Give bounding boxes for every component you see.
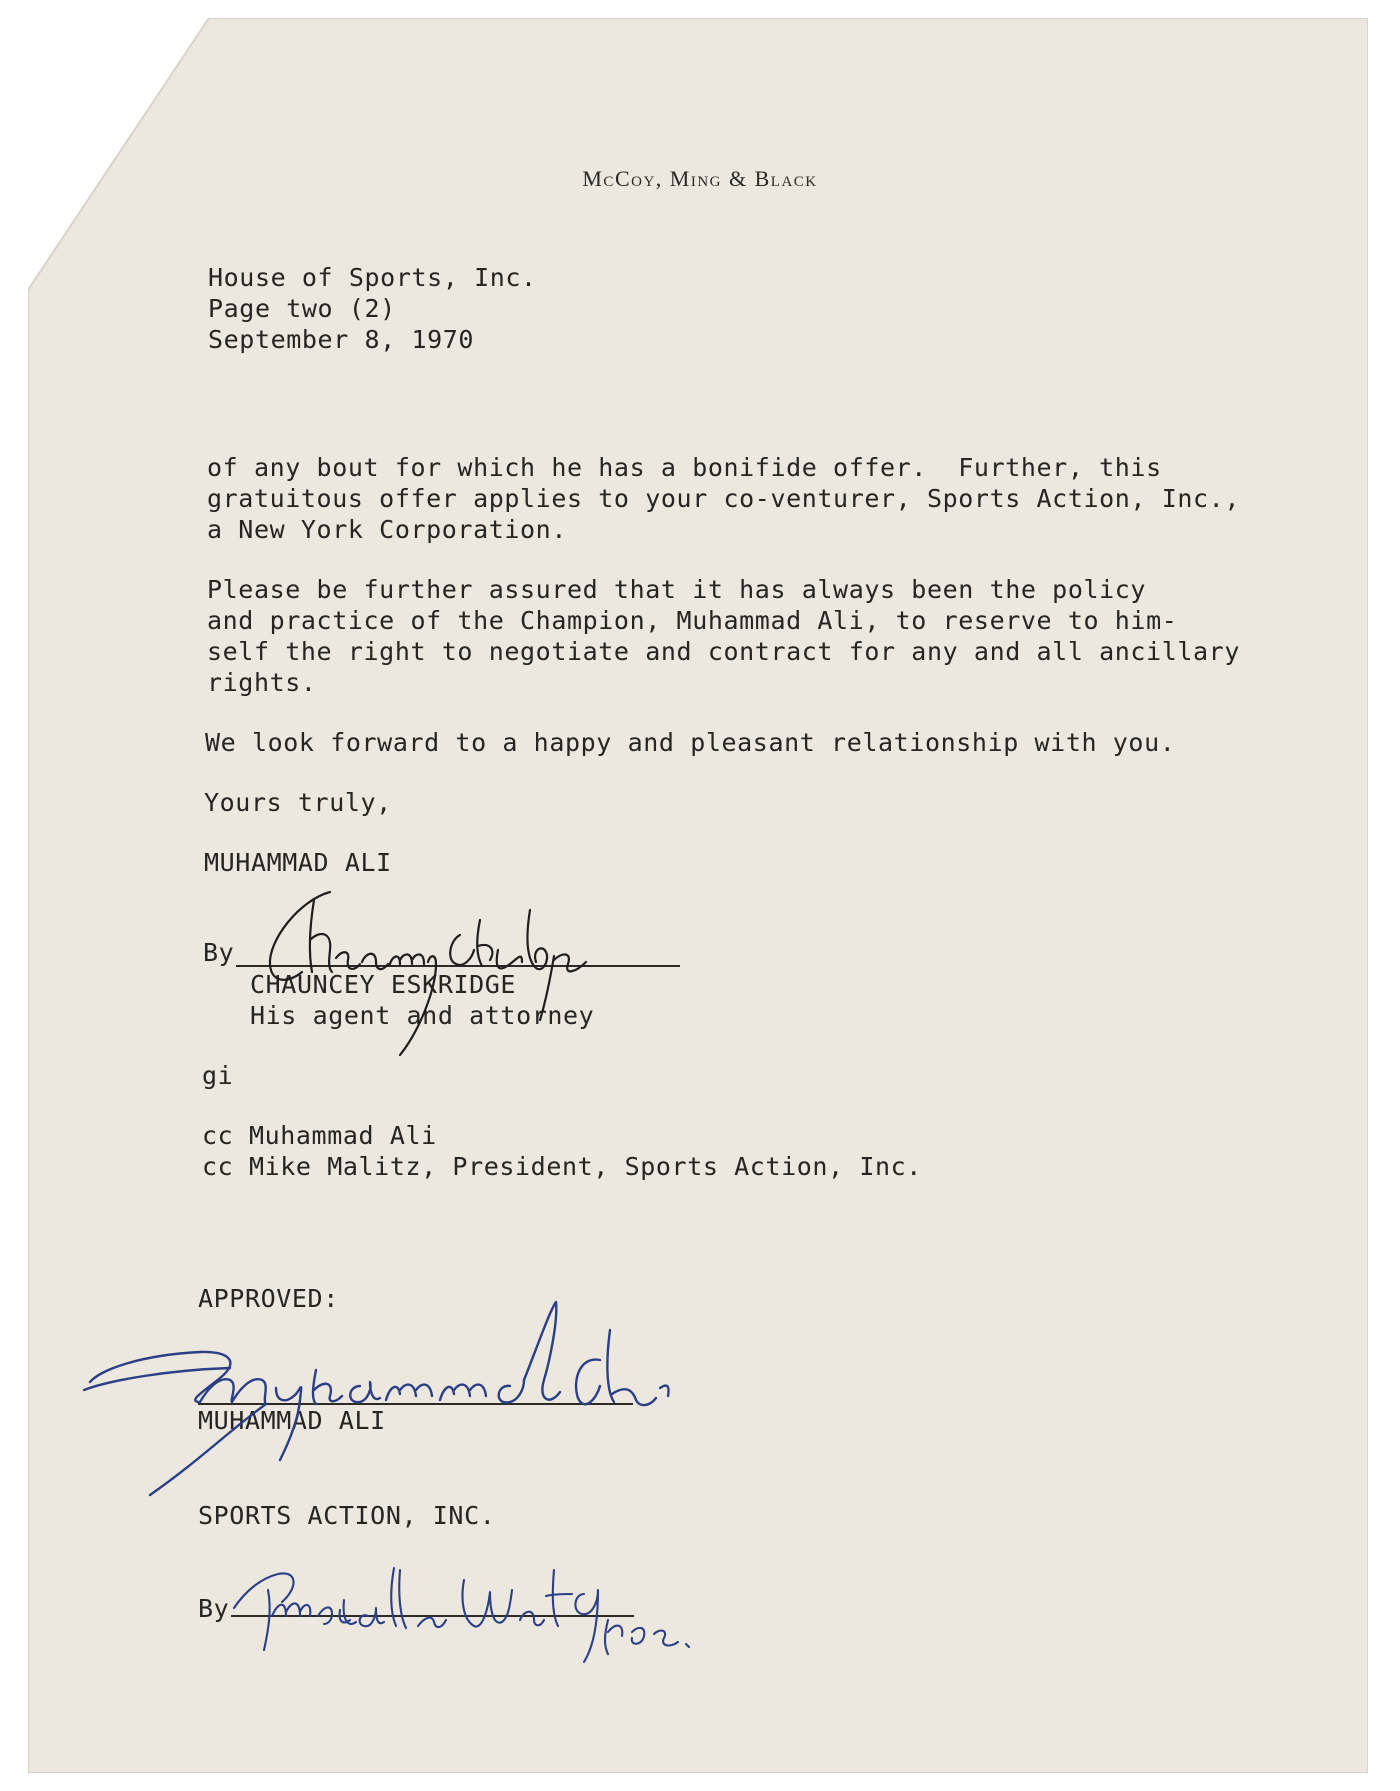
malitz-signature — [228, 1550, 728, 1670]
recipient-line: House of Sports, Inc. — [208, 263, 537, 292]
letterhead: McCoy, Ming & Black — [582, 166, 818, 191]
cc-line-1: cc Muhammad Ali — [202, 1121, 437, 1150]
page-number-line: Page two (2) — [208, 294, 396, 323]
salutation: Yours truly, — [204, 788, 392, 817]
agent-title: His agent and attorney — [250, 1001, 595, 1030]
approved-label: APPROVED: — [198, 1284, 339, 1313]
body-paragraph-1-line-2: gratuitous offer applies to your co-venturer, Sports Action, Inc., — [207, 484, 1240, 513]
cc-line-2: cc Mike Malitz, President, Sports Action, Inc. — [202, 1152, 922, 1181]
approval-name: MUHAMMAD ALI — [198, 1406, 386, 1435]
by-label: By — [203, 938, 235, 967]
body-paragraph-1-line-3: a New York Corporation. — [207, 515, 567, 544]
ali-signature — [80, 1290, 680, 1510]
body-paragraph-2-line-1: Please be further assured that it has always been the policy — [207, 575, 1147, 604]
company-by-label: By — [198, 1594, 230, 1623]
body-paragraph-1-line-1: of any bout for which he has a bonifide offer. Further, this — [207, 453, 1162, 482]
body-paragraph-2-line-3: self the right to negotiate and contract for any and all ancillary — [207, 637, 1240, 666]
date-line: September 8, 1970 — [208, 325, 475, 354]
body-paragraph-2-line-4: rights. — [207, 668, 317, 697]
agent-name: CHAUNCEY ESKRIDGE — [250, 970, 517, 999]
eskridge-signature — [250, 880, 710, 1070]
company-name: SPORTS ACTION, INC. — [198, 1501, 496, 1530]
principal-name: MUHAMMAD ALI — [204, 848, 392, 877]
body-paragraph-2-line-2: and practice of the Champion, Muhammad Ali, to reserve to him- — [207, 606, 1178, 635]
typist-initials: gi — [202, 1061, 234, 1090]
body-paragraph-3: We look forward to a happy and pleasant relationship with you. — [205, 728, 1176, 757]
